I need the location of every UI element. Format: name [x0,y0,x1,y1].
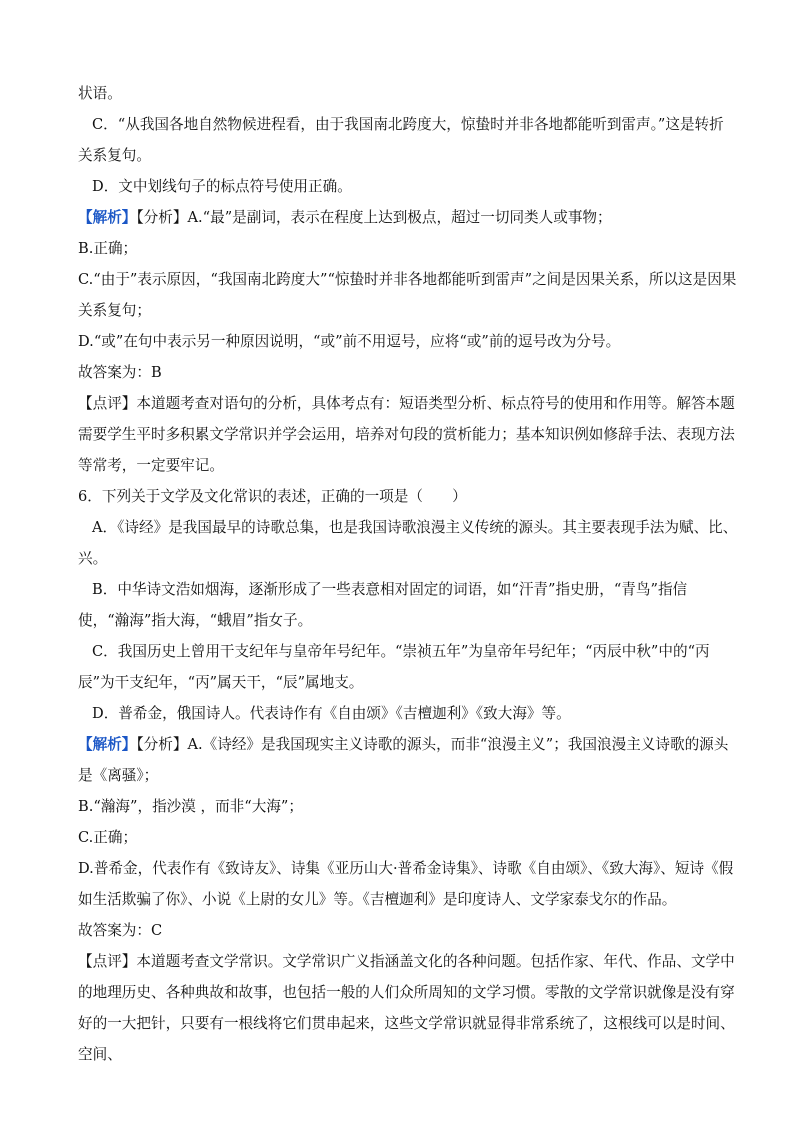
analysis-text: A.“最”是副词，表示在程度上达到极点，超过一切同类人或事物； [187,209,612,226]
q5-answer: 故答案为：B [78,364,162,381]
q5-comment [78,388,738,481]
q6-option-b: B．中华诗文浩如烟海，逐渐形成了一些表意相对固定的词语，如“汗青”指史册，“青鸟”指信使，“瀚海”指大海，“蛾眉”指女子。 [78,581,688,629]
q6-comment [78,946,738,1070]
q6-option-a: A．《诗经》是我国最早的诗歌总集，也是我国诗歌浪漫主义传统的源头。其主要表现手法为赋、比、兴。 [78,519,738,567]
q5-analysis-b: B.正确； [78,240,138,257]
q6-option-c: C．我国历史上曾用干支纪年与皇帝年号纪年。“崇祯五年”为皇帝年号纪年；“丙辰中秋”中的“丙辰”为干支纪年，“丙”属天干，“辰”属地支。 [78,643,710,691]
analysis-tag: 【解析】 [78,736,137,753]
q6-analysis-d: D.普希金，代表作有《致诗友》、诗集《亚历山大·普希金诗集》、诗歌《自由颂》、《致大海》、短诗《假如生活欺骗了你》、小说《上尉的女儿》等。《吉檀迦利》是印度诗人、文学家泰戈尔的作品。 [78,860,734,908]
comment-text: 本道题考查文学常识。文学常识广义指涵盖文化的各种问题。包括作家、年代、作品、文学中的地理历史、各种典故和故事，也包括一般的人们众所周知的文学习惯。零散的文学常识就像是没有穿好的一大把针，只要有一根线将它们贯串起来，这些文学常识就显得非常系统了，这根线可以是时间、空间、 [78,953,735,1063]
analysis-sub-tag: 【分析】 [136,209,188,226]
q6-analysis-c: C.正确； [78,829,138,846]
q6-option-d: D．普希金，俄国诗人。代表诗作有《自由颂》《吉檀迦利》《致大海》等。 [92,705,571,722]
q6-analysis-b: B.“瀚海”，指沙漠 ，而非“大海”； [78,798,303,815]
q5-analysis-a [78,202,738,233]
analysis-tag: 【解析】 [78,209,137,226]
q6-analysis-a [78,729,738,791]
q6-answer: 故答案为：C [78,922,163,939]
q5-analysis-c: C.“由于”表示原因，“我国南北跨度大”“惊蛰时并非各地都能听到雷声”之间是因果关系，所以这是因果关系复句； [78,271,737,319]
q6-stem: 6．下列关于文学及文化常识的表述，正确的一项是（ ） [78,488,467,505]
comment-tag: 【点评】 [78,395,137,412]
analysis-sub-tag: 【分析】 [136,736,188,753]
comment-text: 本道题考查对语句的分析，具体考点有：短语类型分析、标点符号的使用和作用等。解答本题需要学生平时多积累文学常识并学会运用，培养对句段的赏析能力；基本知识例如修辞手法、表现方法等常考，一定要牢记。 [78,395,735,474]
comment-tag: 【点评】 [78,953,137,970]
q5-analysis-d: D.“或”在句中表示另一种原因说明，“或”前不用逗号，应将“或”前的逗号改为分号。 [78,333,621,350]
q5-option-c: C．“从我国各地自然物候进程看，由于我国南北跨度大，惊蛰时并非各地都能听到雷声。”这是转折关系复句。 [78,116,724,164]
analysis-text: A.《诗经》是我国现实主义诗歌的源头，而非“浪漫主义”；我国浪漫主义诗歌的源头是《离骚》； [78,736,729,784]
q5-option-a-continuation: 状语。 [78,85,122,102]
q5-option-d: D．文中划线句子的标点符号使用正确。 [92,178,352,195]
